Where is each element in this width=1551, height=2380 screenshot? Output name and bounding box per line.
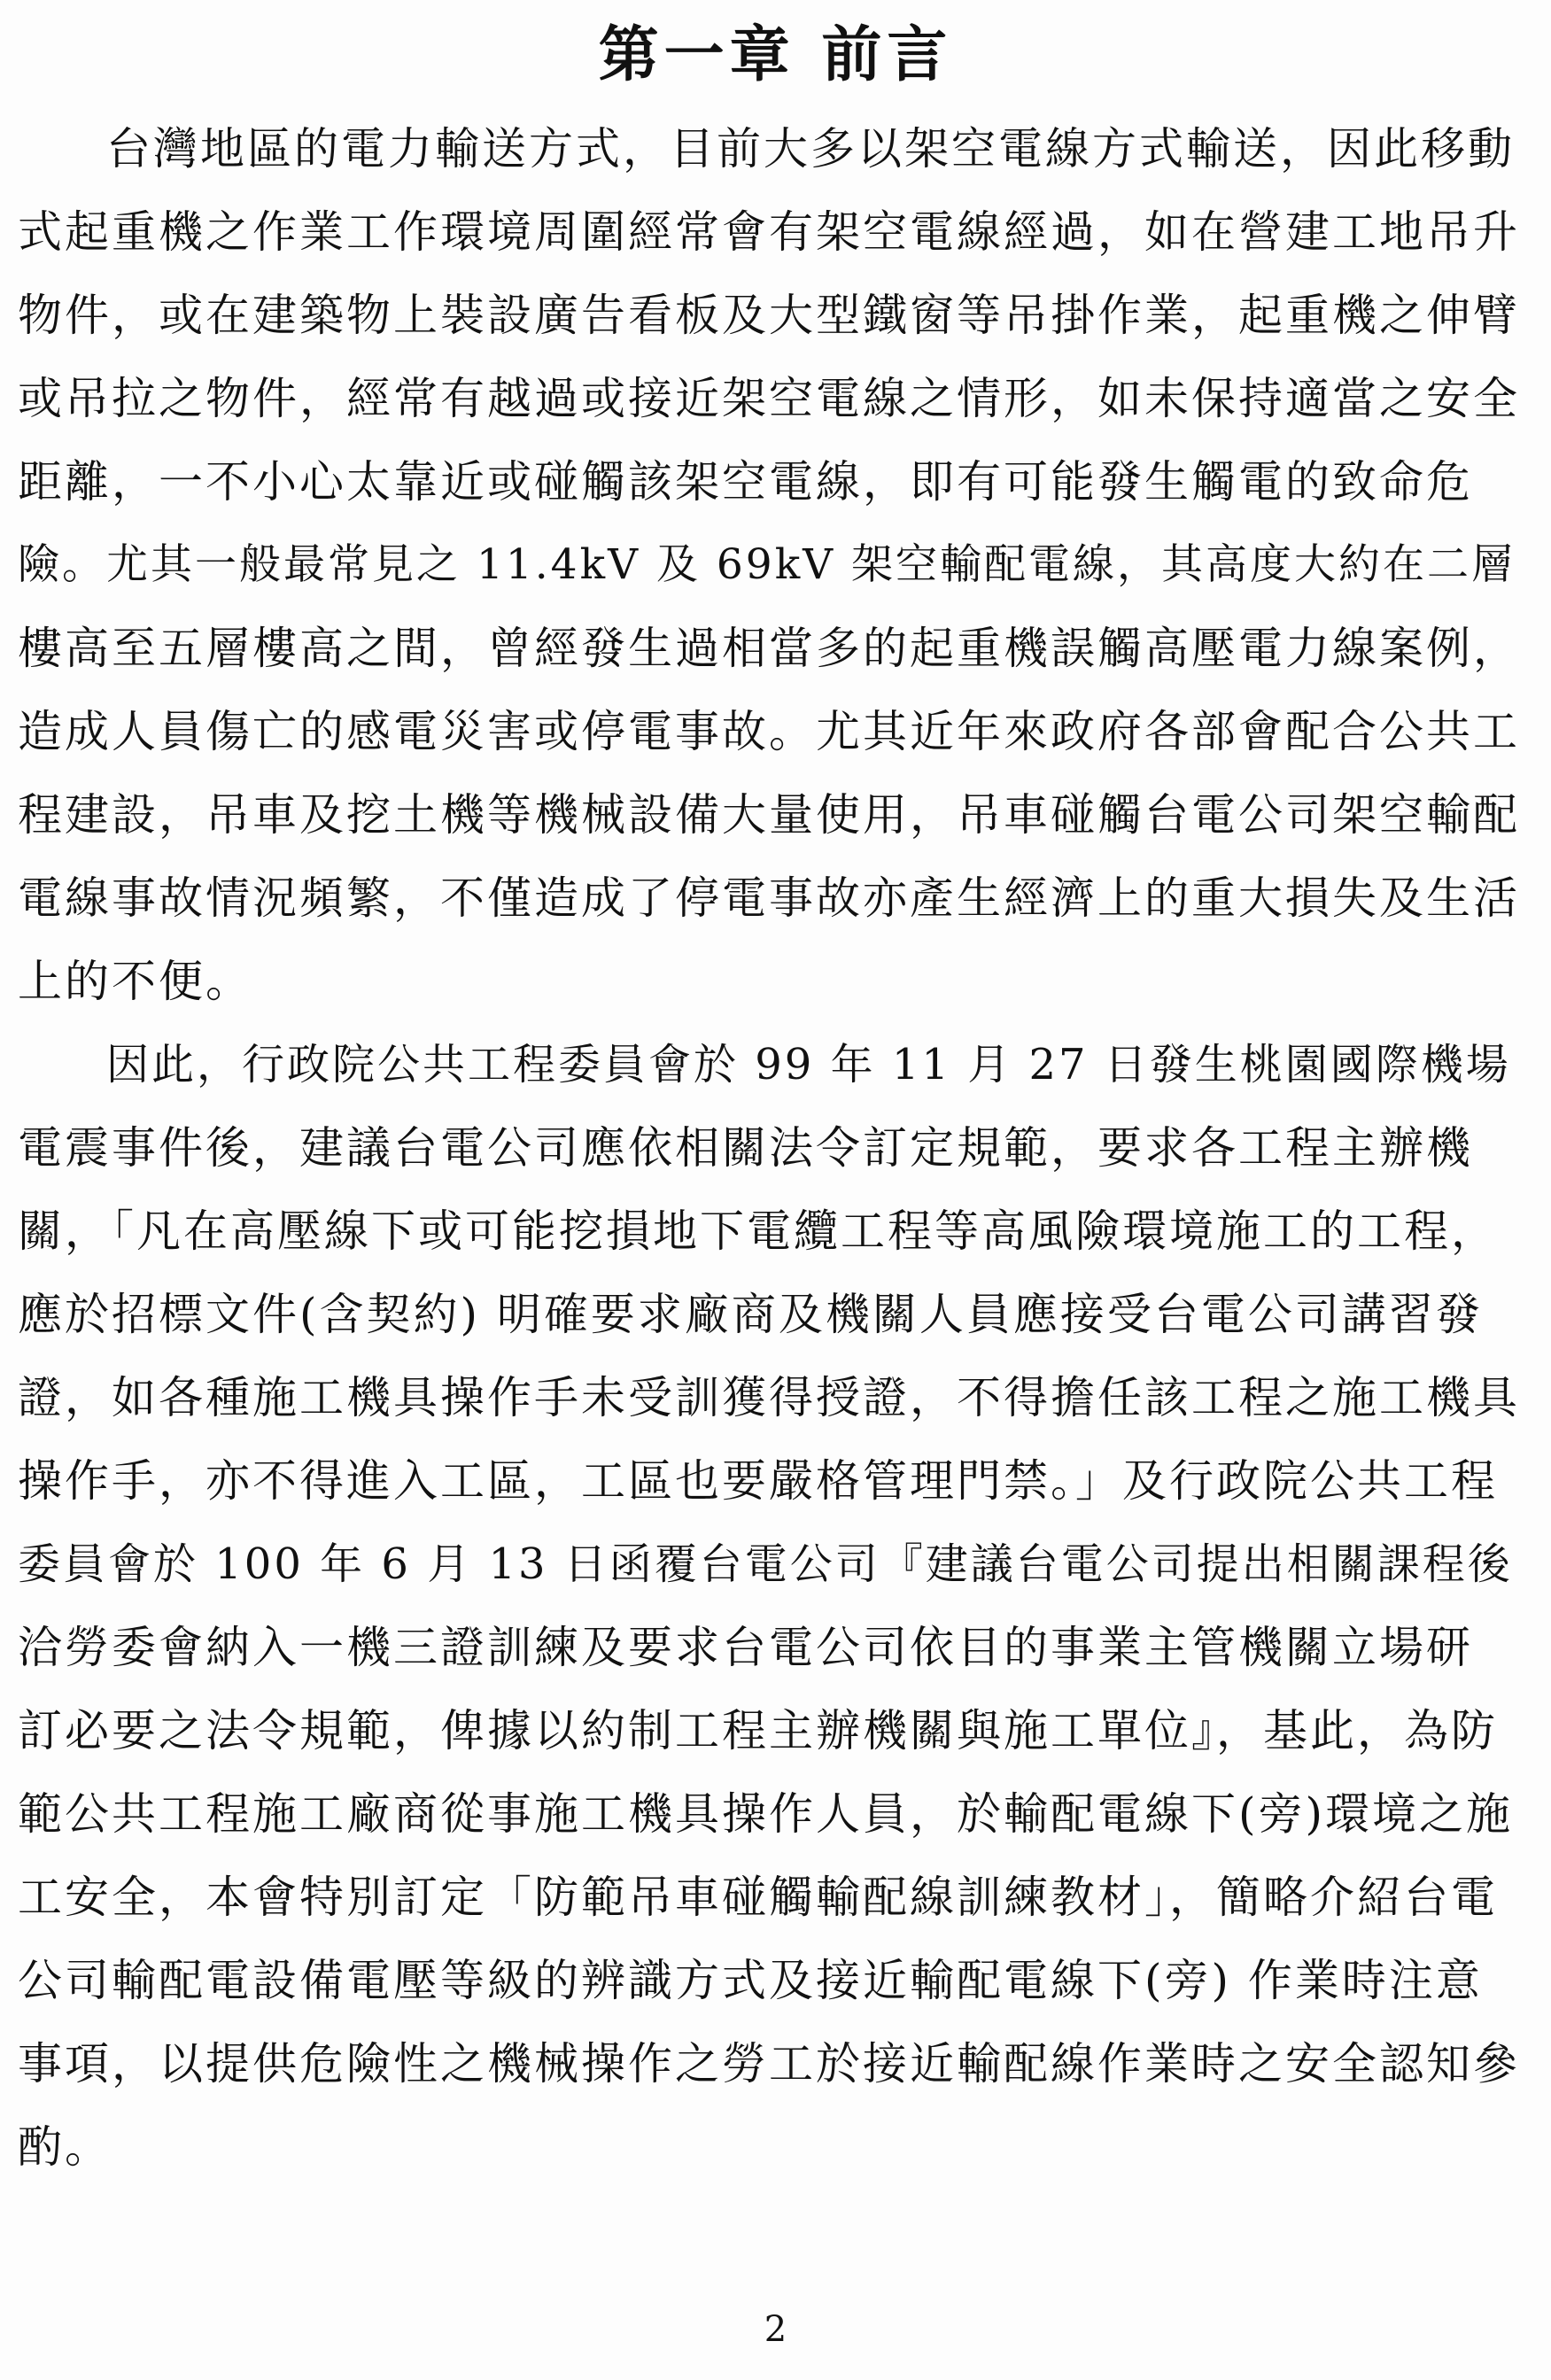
paragraph-1-line: 物件，或在建築物上裝設廣告看板及大型鐵窗等吊掛作業，起重機之伸臂 xyxy=(18,290,1520,341)
page-number: 2 xyxy=(764,2309,787,2350)
chapter-title: 第一章 前言 xyxy=(598,19,953,90)
paragraph-2-line: 訂必要之法令規範，俾據以約制工程主辦機關與施工單位』，基此，為防 xyxy=(18,1705,1498,1756)
paragraph-1-line: 式起重機之作業工作環境周圍經常會有架空電線經過，如在營建工地吊升 xyxy=(18,206,1520,258)
paragraph-2-line: 公司輸配電設備電壓等級的辨識方式及接近輸配電線下(旁) 作業時注意 xyxy=(18,1955,1483,2006)
paragraph-1-line: 樓高至五層樓高之間，曾經發生過相當多的起重機誤觸高壓電力線案例， xyxy=(18,623,1520,674)
paragraph-1-line: 上的不便。 xyxy=(18,956,252,1007)
paragraph-2-line: 委員會於 100 年 6 月 13 日函覆台電公司『建議台電公司提出相關課程後 xyxy=(18,1539,1513,1589)
paragraph-2-line: 因此，行政院公共工程委員會於 99 年 11 月 27 日發生桃園國際機場 xyxy=(106,1040,1511,1089)
paragraph-2-line: 工安全，本會特別訂定「防範吊車碰觸輸配線訓練教材」，簡略介紹台電 xyxy=(18,1872,1498,1923)
paragraph-2-line: 酌。 xyxy=(18,2121,112,2173)
paragraph-2-line: 洽勞委會納入一機三證訓練及要求台電公司依目的事業主管機關立場研 xyxy=(18,1622,1473,1673)
paragraph-2-line: 操作手，亦不得進入工區，工區也要嚴格管理門禁。」及行政院公共工程 xyxy=(18,1455,1498,1507)
paragraph-1-line: 險。尤其一般最常見之 11.4kV 及 69kV 架空輸配電線，其高度大約在二層 xyxy=(18,540,1516,589)
paragraph-2-line: 證，如各種施工機具操作手未受訓獲得授證，不得擔任該工程之施工機具 xyxy=(18,1372,1520,1423)
paragraph-1-line: 電線事故情況頻繁，不僅造成了停電事故亦產生經濟上的重大損失及生活 xyxy=(18,872,1520,924)
paragraph-1-line: 或吊拉之物件，經常有越過或接近架空電線之情形，如未保持適當之安全 xyxy=(18,373,1520,424)
paragraph-1-line: 程建設，吊車及挖土機等機械設備大量使用，吊車碰觸台電公司架空輸配 xyxy=(18,789,1520,841)
paragraph-1-line: 距離，一不小心太靠近或碰觸該架空電線，即有可能發生觸電的致命危 xyxy=(18,456,1473,508)
paragraph-2-line: 應於招標文件(含契約) 明確要求廠商及機關人員應接受台電公司講習發 xyxy=(18,1289,1483,1340)
paragraph-1-line: 造成人員傷亡的感電災害或停電事故。尤其近年來政府各部會配合公共工 xyxy=(18,706,1520,757)
paragraph-2-line: 電震事件後，建議台電公司應依相關法令訂定規範，要求各工程主辦機 xyxy=(18,1122,1473,1174)
paragraph-1-line: 台灣地區的電力輸送方式，目前大多以架空電線方式輸送，因此移動 xyxy=(106,123,1515,174)
paragraph-2-line: 範公共工程施工廠商從事施工機具操作人員，於輸配電線下(旁)環境之施 xyxy=(18,1788,1514,1840)
paragraph-2-line: 關，「凡在高壓線下或可能挖損地下電纜工程等高風險環境施工的工程， xyxy=(18,1206,1498,1257)
paragraph-2-line: 事項，以提供危險性之機械操作之勞工於接近輸配線作業時之安全認知參 xyxy=(18,2038,1520,2089)
